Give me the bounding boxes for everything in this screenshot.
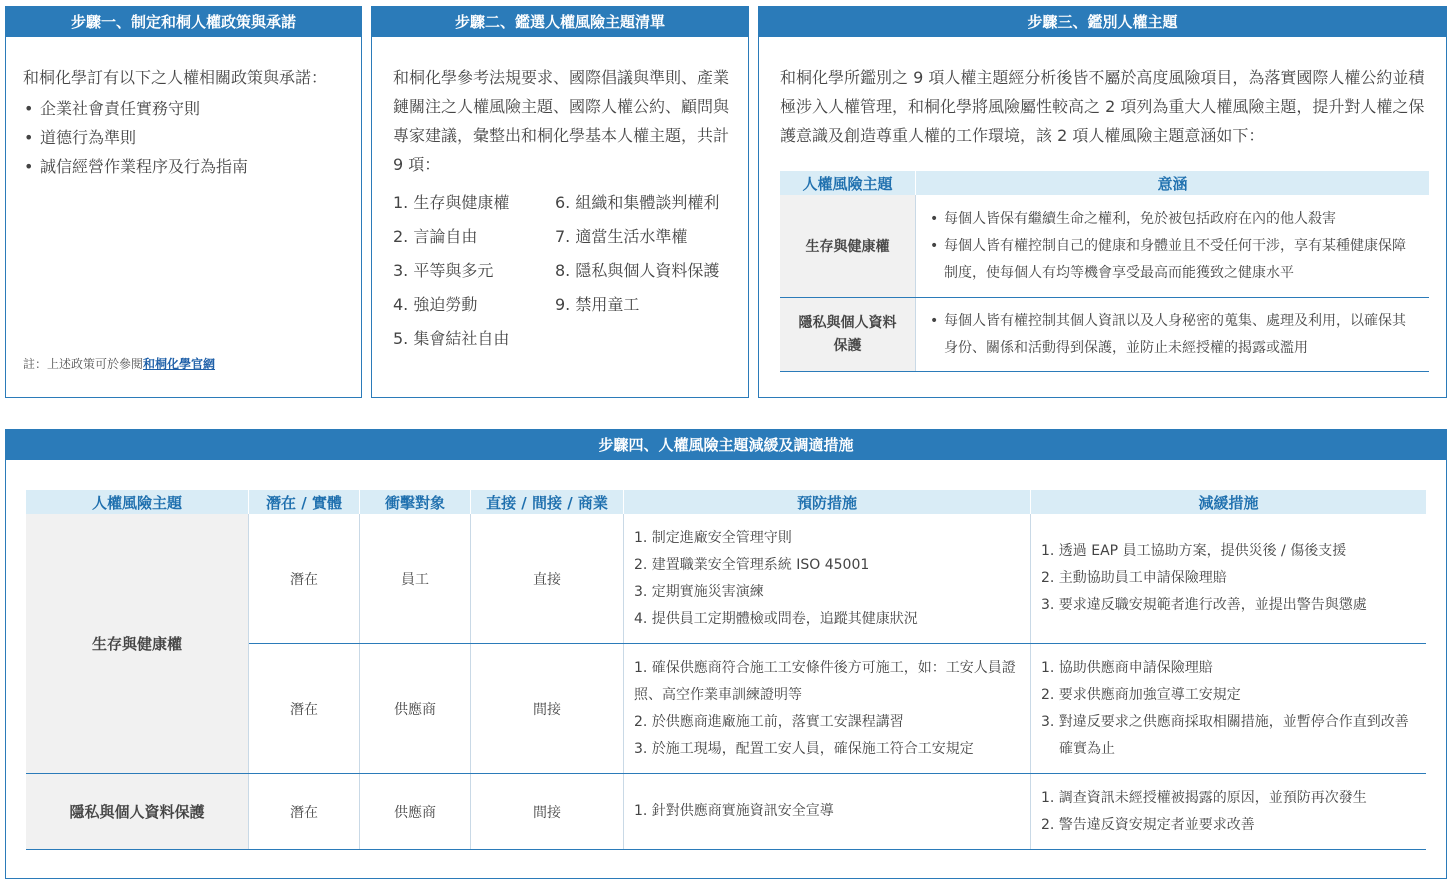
step1-panel [5,6,362,398]
list-item: • 企業社會責任實務守則 [40,94,360,123]
list-item: • 誠信經營作業程序及行為指南 [40,152,360,181]
topic-item: 1. 生存與健康權 [393,193,510,212]
step2-topic-grid [393,186,735,356]
list-item: 3. 要求違反職安規範者進行改善，並提出警告與懲處 [1041,597,1367,613]
step2-body [372,37,748,397]
table-row [780,298,1429,372]
table-row [780,195,1429,298]
step4-body [6,460,1446,878]
list-item: 2. 建置職業安全管理系統 ISO 45001 [634,556,870,573]
list-item: • 每個人皆有權控制自己的健康和身體並且不受任何干涉，享有某種健康保障制度，使每個人有均等機會享受最高而能獲致之健康水平 [944,233,1417,287]
col-header: 意涵 [916,171,1430,195]
col-header: 衝擊對象 [360,490,471,514]
mitigation-cell [1031,644,1427,774]
step3-body [759,37,1446,397]
target-cell: 供應商 [360,774,471,850]
list-item: 2. 警告違反資安規定者並要求改善 [1041,816,1255,833]
list-item: 3. 於施工現場，配置工安人員，確保施工符合工安規定 [634,740,974,757]
nature-cell: 潛在 [249,514,360,644]
list-item: • 每個人皆保有繼續生命之權利，免於被包括政府在內的他人殺害 [944,206,1417,233]
step2-panel [371,6,749,398]
table-row [26,514,1426,644]
col-header: 人權風險主題 [26,490,249,514]
list-item: 3. 對違反要求之供應商採取相關措施，並暫停合作直到改善確實為止 [1041,713,1409,757]
target-cell: 供應商 [360,644,471,774]
mitigation-cell [1031,514,1427,644]
mitigation-cell [1031,774,1427,850]
step4-table [26,490,1426,850]
step1-body [6,37,361,397]
list-item: 2. 於供應商進廠施工前，落實工安課程講習 [634,713,904,730]
prevention-cell [624,514,1031,644]
topic-item [555,322,735,356]
list-item: 1. 針對供應商實施資訊安全宣導 [634,803,834,819]
topic-item: 4. 強迫勞動 [393,295,478,314]
list-item: 1. 透過 EAP 員工協助方案，提供災後 / 傷後支援 [1041,543,1347,559]
official-site-link[interactable]: 和桐化學官網 [143,357,216,371]
step1-intro: 和桐化學訂有以下之人權相關政策與承諾： [23,68,328,87]
topic-cell: 隱私與個人資料保護 [26,774,249,850]
list-item: 3. 定期實施災害演練 [634,583,764,600]
step1-title: 步驟一、制定和桐人權政策與承諾 [6,7,361,37]
topic-cell [780,298,916,372]
topic-item: 2. 言論自由 [393,227,478,246]
col-header: 減緩措施 [1031,490,1427,514]
step4-title: 步驟四、人權風險主題減緩及調適措施 [6,430,1446,460]
list-item: • 道德行為準則 [40,123,360,152]
relation-cell: 間接 [471,774,624,850]
step2-intro: 和桐化學參考法規要求、國際倡議與準則、產業鏈關注之人權風險主題、國際人權公約、顧問與專家建議，彙整出和桐化學基本人權主題，共計 9 項： [393,68,730,174]
list-item: 2. 要求供應商加強宣導工安規定 [1041,686,1241,703]
table-row [26,774,1426,850]
topic-item: 8. 隱私與個人資料保護 [555,261,720,280]
list-item: 1. 調查資訊未經授權被揭露的原因，並預防再次發生 [1041,789,1367,806]
prevention-cell [624,774,1031,850]
target-cell: 員工 [360,514,471,644]
list-item: 1. 制定進廠安全管理守則 [634,529,792,546]
col-header: 潛在 / 實體 [249,490,360,514]
meaning-cell [916,298,1430,372]
nature-cell: 潛在 [249,644,360,774]
col-header: 人權風險主題 [780,171,916,195]
list-item: 2. 主動協助員工申請保險理賠 [1041,570,1227,586]
step3-panel [758,6,1447,398]
topic-cell: 生存與健康權 [780,195,916,298]
topic-label: 隱私與個人資料保護 [798,314,897,354]
topic-item: 3. 平等與多元 [393,261,494,280]
prevention-cell [624,644,1031,774]
step2-title: 步驟二、鑑選人權風險主題清單 [372,7,748,37]
topic-item: 5. 集會結社自由 [393,329,510,348]
note-text: 註：上述政策可於參閱 [23,357,144,371]
col-header: 預防措施 [624,490,1031,514]
relation-cell: 間接 [471,644,624,774]
step1-list [24,94,360,181]
nature-cell: 潛在 [249,774,360,850]
relation-cell: 直接 [471,514,624,644]
step3-table [780,171,1429,372]
topic-item: 6. 組織和集體談判權利 [555,193,720,212]
step3-title: 步驟三、鑑別人權主題 [759,7,1446,37]
step4-panel [5,429,1447,879]
step3-intro: 和桐化學所鑑別之 9 項人權主題經分析後皆不屬於高度風險項目，為落實國際人權公約並積極涉入人權管理，和桐化學將風險屬性較高之 2 項列為重大人權風險主題，提升對人權之保護意識及創造尊重人權的工作環境，該 2 項人權風險主題意涵如下： [780,68,1425,145]
topic-cell: 生存與健康權 [26,514,249,774]
list-item: 4. 提供員工定期體檢或問卷，追蹤其健康狀況 [634,610,918,627]
list-item: • 每個人皆有權控制其個人資訊以及人身秘密的蒐集、處理及利用，以確保其身份、關係和活動得到保護，並防止未經授權的揭露或濫用 [944,308,1417,362]
step1-note [23,355,215,372]
topic-item: 9. 禁用童工 [555,295,640,314]
meaning-cell [916,195,1430,298]
list-item: 1. 確保供應商符合施工工安條件後方可施工，如：工安人員證照、高空作業車訓練證明等 [634,659,1016,703]
col-header: 直接 / 間接 / 商業 [471,490,624,514]
list-item: 1. 協助供應商申請保險理賠 [1041,659,1213,676]
topic-item: 7. 適當生活水準權 [555,227,688,246]
